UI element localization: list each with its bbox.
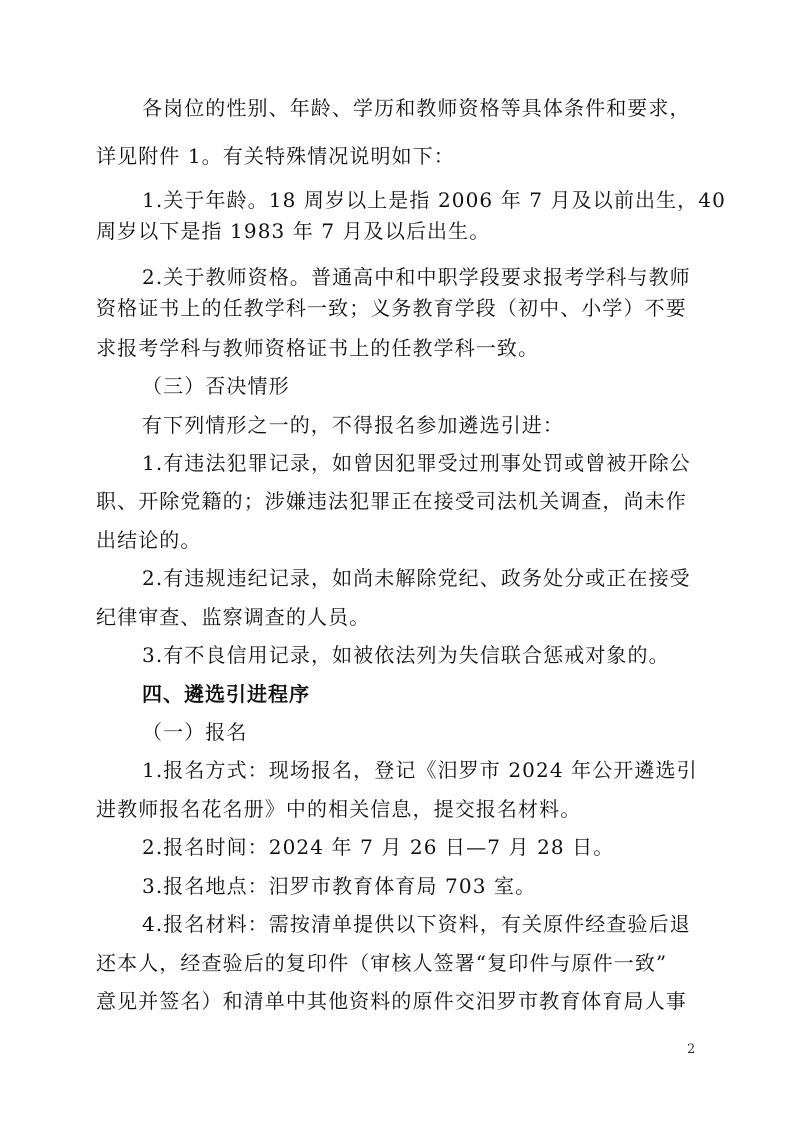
- text-line: 求报考学科与教师资格证书上的任教学科一致。: [96, 336, 540, 360]
- text-line: 4.报名材料：需按清单提供以下资料，有关原件经查验后退: [142, 912, 691, 936]
- text-line: 1.报名方式：现场报名，登记《汨罗市 2024 年公开遴选引: [142, 758, 698, 782]
- text-line: 各岗位的性别、年龄、学历和教师资格等具体条件和要求，: [142, 96, 691, 120]
- page-number: 2: [687, 1042, 696, 1057]
- text-line: 意见并签名）和清单中其他资料的原件交汨罗市教育体育局人事: [96, 989, 687, 1013]
- text-line: 2.报名时间：2024 年 7 月 26 日—7 月 28 日。: [142, 835, 615, 859]
- text-line: 纪律审查、监察调查的人员。: [96, 605, 371, 629]
- text-line: 资格证书上的任教学科一致；义务教育学段（初中、小学）不要: [96, 296, 687, 320]
- text-line: 进教师报名花名册》中的相关信息，提交报名材料。: [96, 797, 582, 821]
- text-line: 1.有违法犯罪记录，如曾因犯罪受过刑事处罚或曾被开除公: [142, 451, 691, 475]
- text-line: 还本人，经查验后的复印件（审核人签署“复印件与原件一致”: [96, 951, 668, 975]
- text-line: 1.关于年龄。18 周岁以上是指 2006 年 7 月及以前出生，40: [142, 188, 726, 212]
- section-heading: 四、遴选引进程序: [142, 682, 310, 706]
- text-line: 2.有违规违纪记录，如尚未解除党纪、政务处分或正在接受: [142, 566, 691, 590]
- text-line: 3.有不良信用记录，如被依法列为失信联合惩戒对象的。: [142, 643, 670, 667]
- text-line: 周岁以下是指 1983 年 7 月及以后出生。: [96, 219, 491, 243]
- text-line: 有下列情形之一的，不得报名参加遴选引进：: [142, 413, 564, 437]
- section-subheading: （一）报名: [142, 720, 248, 744]
- text-line: 出结论的。: [96, 528, 202, 552]
- text-line: 3.报名地点：汨罗市教育体育局 703 室。: [142, 874, 537, 898]
- text-line: 详见附件 1。有关特殊情况说明如下：: [96, 144, 455, 168]
- section-subheading: （三）否决情形: [142, 374, 290, 398]
- text-line: 2.关于教师资格。普通高中和中职学段要求报考学科与教师: [142, 265, 691, 289]
- text-line: 职、开除党籍的；涉嫌违法犯罪正在接受司法机关调查，尚未作: [96, 489, 687, 513]
